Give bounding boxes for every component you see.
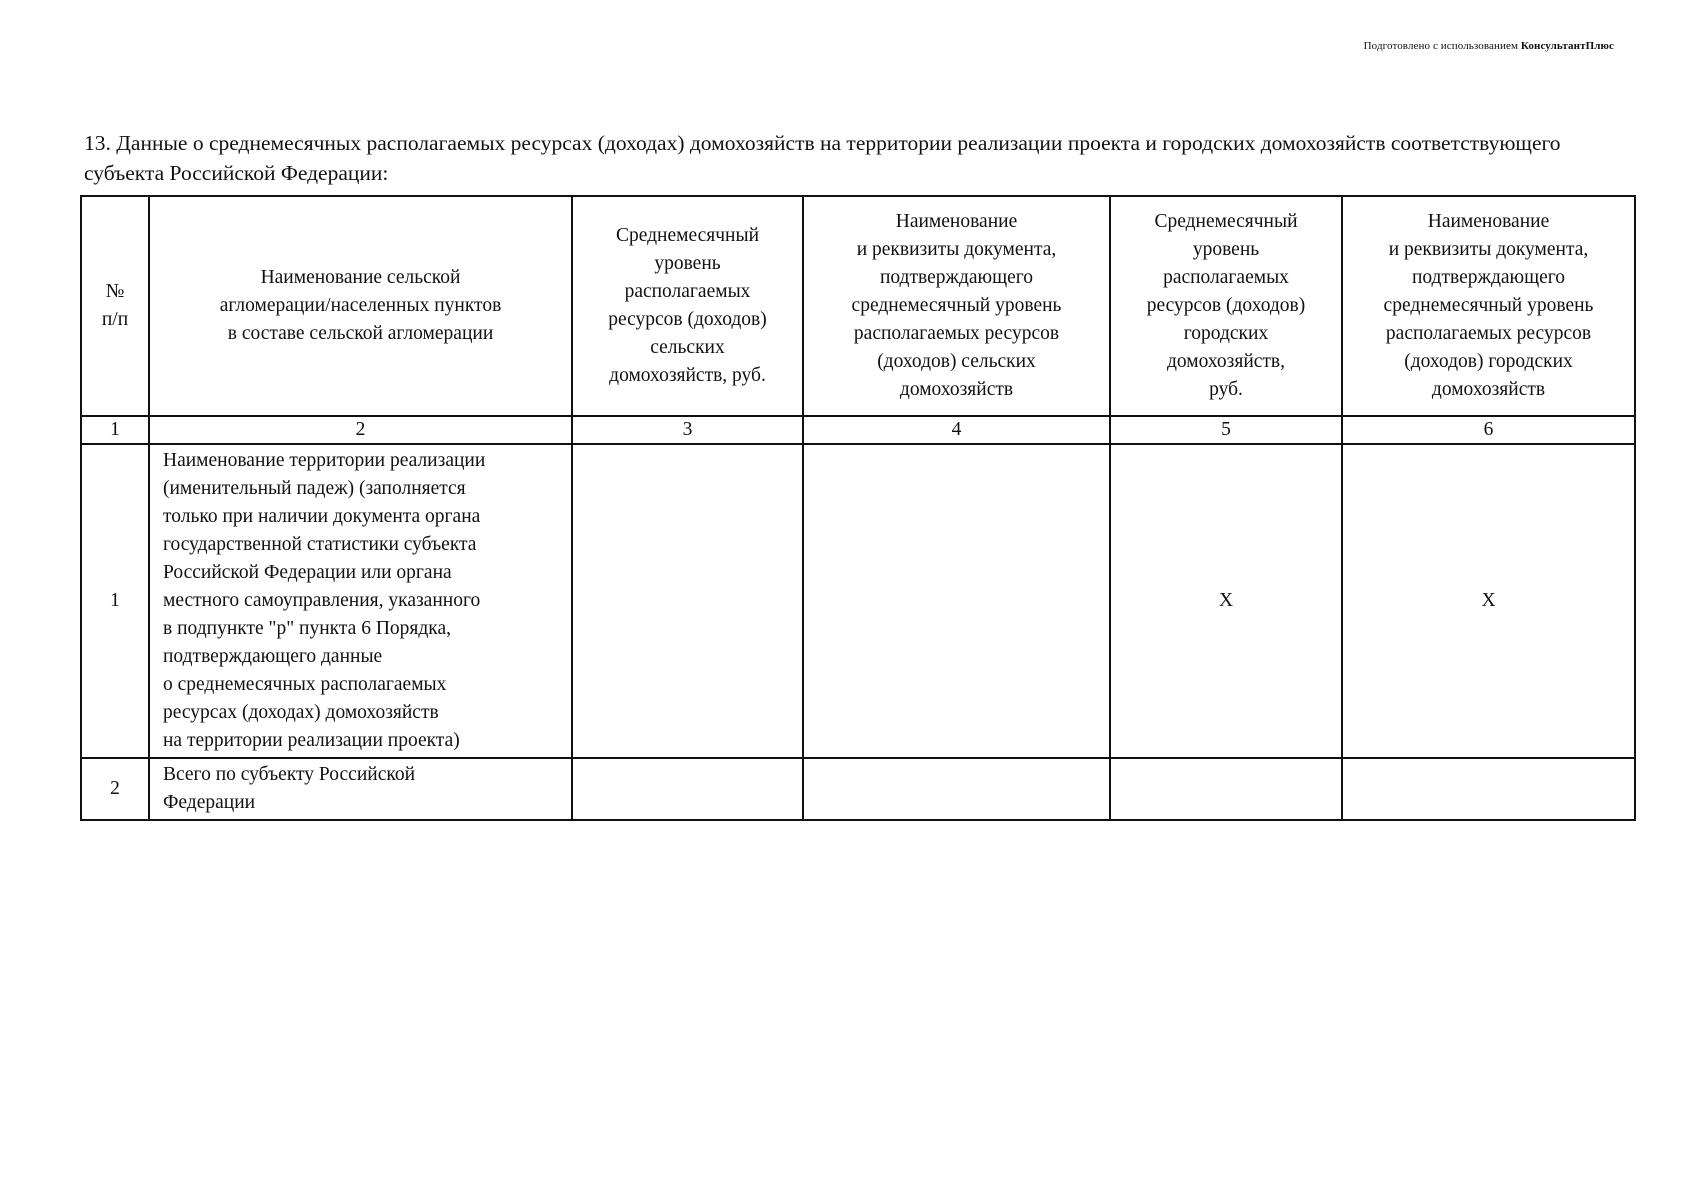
table-row	[81, 758, 1635, 820]
cell-text-line: Российской Федерации или органа	[163, 562, 452, 583]
header-cell-rural-document	[803, 196, 1110, 416]
cell-text-line: располагаемых ресурсов	[1385, 323, 1592, 344]
cell-text-line: только при наличии документа органа	[163, 506, 481, 527]
cell-text-line: ресурсах (доходах) домохозяйств	[163, 702, 439, 723]
header-cell-num	[81, 196, 149, 416]
column-number: 3	[572, 416, 803, 444]
cell-text-line: Наименование	[1427, 211, 1550, 232]
cell-text-line: подтверждающего данные	[163, 646, 383, 667]
cell-text-line: домохозяйств	[1431, 379, 1546, 400]
cell-text-line: (именительный падеж) (заполняется	[163, 478, 466, 499]
row-name-cell	[149, 758, 572, 820]
cell-text-line: домохозяйств, руб.	[609, 365, 766, 386]
header-cell-urban-document	[1342, 196, 1635, 416]
cell-text-line: располагаемых	[624, 281, 751, 302]
cell-text-line: домохозяйств,	[1166, 351, 1286, 372]
cell-text-line: подтверждающего	[879, 267, 1034, 288]
cell-text-line: домохозяйств	[899, 379, 1014, 400]
urban-document-cell	[1342, 758, 1635, 820]
cell-text-line: располагаемых	[1163, 267, 1289, 288]
column-numbers-row	[81, 416, 1635, 444]
cell-text-line: ресурсов (доходов)	[1146, 295, 1306, 316]
header-note-brand: КонсультантПлюс	[1520, 40, 1614, 52]
cell-text-line: о среднемесячных располагаемых	[163, 674, 447, 695]
cell-text-line: на территории реализации проекта)	[163, 730, 460, 751]
cell-text-line: местного самоуправления, указанного	[163, 590, 481, 611]
cell-text-line: Наименование территории реализации	[163, 450, 486, 471]
cell-text-line: подтверждающего	[1411, 267, 1566, 288]
header-cell-name	[149, 196, 572, 416]
rural-income-cell	[572, 444, 803, 758]
cell-text-line: в составе сельской агломерации	[227, 323, 494, 344]
column-number: 1	[81, 416, 149, 444]
header-note-prefix: Подготовлено с использованием	[1363, 40, 1519, 52]
section-title: 13. Данные о среднемесячных располагаемых ресурсах (доходах) домохозяйств на территории реализации проекта и городских домохозяйств соответствующего субъекта Российской Федерации:	[84, 131, 1561, 185]
urban-income-cell	[1110, 758, 1342, 820]
row-number: 1	[81, 444, 149, 758]
header-cell-urban-income	[1110, 196, 1342, 416]
cell-text-line: агломерации/населенных пунктов	[219, 295, 502, 316]
urban-income-cell: X	[1110, 444, 1342, 758]
column-number: 5	[1110, 416, 1342, 444]
cell-text-line: и реквизиты документа,	[856, 239, 1057, 260]
table-row	[81, 444, 1635, 758]
cell-text-line: среднемесячный уровень	[851, 295, 1062, 316]
cell-text-line: ресурсов (доходов)	[608, 309, 767, 330]
cell-text-line: уровень	[1192, 239, 1260, 260]
cell-text-line: уровень	[654, 253, 721, 274]
row-name-cell	[149, 444, 572, 758]
cell-text-line: среднемесячный уровень	[1383, 295, 1594, 316]
cell-text-line: (доходов) городских	[1404, 351, 1573, 372]
cell-text-line: Среднемесячный	[615, 225, 760, 246]
cell-text-line: (доходов) сельских	[877, 351, 1036, 372]
cell-text-line: Среднемесячный	[1154, 211, 1298, 232]
table-header-row	[81, 196, 1635, 416]
column-number: 4	[803, 416, 1110, 444]
cell-text-line: в подпункте "р" пункта 6 Порядка,	[163, 618, 451, 639]
cell-text-line: руб.	[1209, 379, 1243, 400]
cell-text-line: №	[105, 281, 125, 302]
column-number: 6	[1342, 416, 1635, 444]
resources-table	[80, 195, 1636, 821]
urban-document-cell: X	[1342, 444, 1635, 758]
rural-document-cell	[803, 758, 1110, 820]
cell-text-line: Всего по субъекту Российской	[163, 764, 416, 785]
rural-income-cell	[572, 758, 803, 820]
cell-text-line: Наименование	[895, 211, 1018, 232]
cell-text-line: Наименование сельской	[260, 267, 461, 288]
cell-text-line: п/п	[101, 309, 129, 330]
cell-text-line: городских	[1183, 323, 1269, 344]
cell-text-line: Федерации	[163, 792, 256, 813]
rural-document-cell	[803, 444, 1110, 758]
cell-text-line: и реквизиты документа,	[1388, 239, 1589, 260]
cell-text-line: государственной статистики субъекта	[163, 534, 477, 555]
column-number: 2	[149, 416, 572, 444]
cell-text-line: сельских	[650, 337, 725, 358]
cell-text-line: располагаемых ресурсов	[853, 323, 1060, 344]
header-note	[1364, 40, 1614, 52]
header-cell-rural-income	[572, 196, 803, 416]
row-number: 2	[81, 758, 149, 820]
